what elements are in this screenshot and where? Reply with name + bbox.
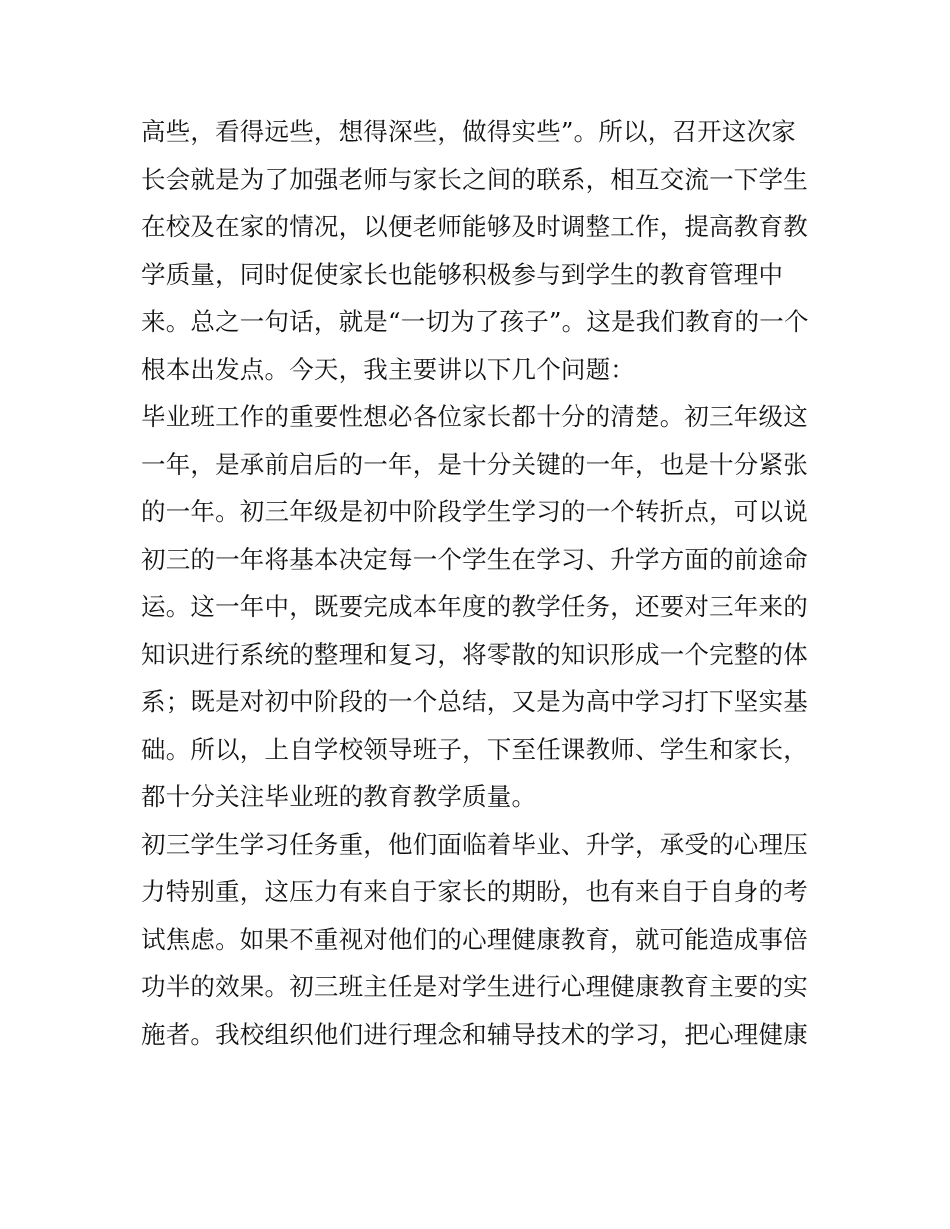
text-line: 运。这一年中，既要完成本年度的教学任务，还要对三年来的 xyxy=(141,592,808,621)
text-line: 础。所以，上自学校领导班子，下至任课教师、学生和家长， xyxy=(141,734,808,764)
body-text xyxy=(141,108,821,1058)
text-line: 长会就是为了加强老师与家长之间的联系，相互交流一下学生 xyxy=(141,164,808,194)
text-line: 知识进行系统的整理和复习，将零散的知识形成一个完整的体 xyxy=(141,639,808,669)
text-line: 来。总之一句话，就是“一切为了孩子”。这是我们教育的一个 xyxy=(141,307,809,336)
text-line: 试焦虑。如果不重视对他们的心理健康教育，就可能造成事倍 xyxy=(141,924,808,954)
text-line: 都十分关注毕业班的教育教学质量。 xyxy=(141,782,537,811)
text-line: 初三学生学习任务重，他们面临着毕业、升学，承受的心理压 xyxy=(141,829,808,859)
text-line: 高些，看得远些，想得深些，做得实些”。所以，召开这次家 xyxy=(141,117,796,146)
text-line: 在校及在家的情况，以便老师能够及时调整工作，提高教育教 xyxy=(141,212,808,241)
text-line: 施者。我校组织他们进行理念和辅导技术的学习，把心理健康 xyxy=(141,1019,808,1049)
text-line: 系；既是对初中阶段的一个总结，又是为高中学习打下坚实基 xyxy=(141,687,808,716)
text-line: 一年，是承前启后的一年，是十分关键的一年，也是十分紧张 xyxy=(141,449,808,479)
text-line: 根本出发点。今天，我主要讲以下几个问题： xyxy=(141,354,635,384)
text-line: 力特别重，这压力有来自于家长的期盼，也有来自于自身的考 xyxy=(141,877,808,906)
text-line: 毕业班工作的重要性想必各位家长都十分的清楚。初三年级这 xyxy=(141,402,808,431)
text-line: 初三的一年将基本决定每一个学生在学习、升学方面的前途命 xyxy=(141,544,808,574)
text-line: 学质量，同时促使家长也能够积极参与到学生的教育管理中 xyxy=(141,259,784,289)
text-line: 功半的效果。初三班主任是对学生进行心理健康教育主要的实 xyxy=(141,972,808,1001)
text-line: 的一年。初三年级是初中阶段学生学习的一个转折点，可以说 xyxy=(141,497,808,526)
